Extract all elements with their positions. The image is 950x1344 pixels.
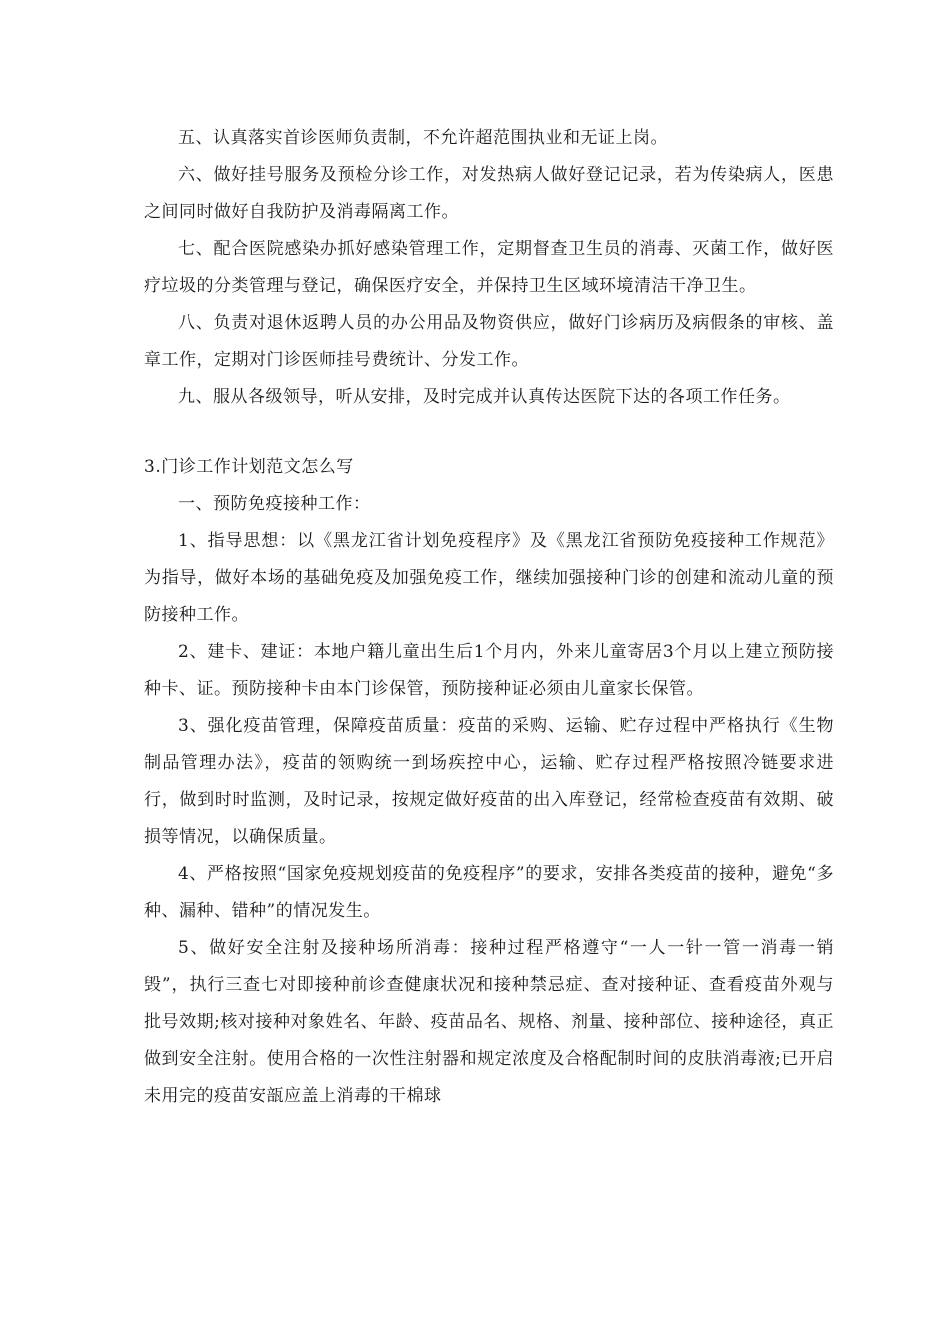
paragraph-safe-injection: 5、做好安全注射及接种场所消毒：接种过程严格遵守“一人一针一管一消毒一销毁”，执行三查七对即接种前诊查健康状况和接种禁忌症、查对接种证、查看疫苗外观与批号效期;核对接种对象姓名、年龄、疫苗品名、规格、剂量、接种部位、接种途径，真正做到安全注射。使用合格的一次性注射器和规定浓度及合格配制时间的皮肤消毒液;已开启未用完的疫苗安瓿应盖上消毒的干棉球 (144, 938, 834, 1106)
section-heading: 3.门诊工作计划范文怎么写 (144, 457, 354, 477)
section-spacer (144, 416, 834, 449)
document-body (144, 120, 834, 1115)
paragraph-item-8: 八、负责对退休返聘人员的办公用品及物资供应，做好门诊病历及病假条的审核、盖章工作，定期对门诊医师挂号费统计、分发工作。 (144, 313, 834, 370)
paragraph-guiding-thought: 1、指导思想：以《黑龙江省计划免疫程序》及《黑龙江省预防免疫接种工作规范》为指导，做好本场的基础免疫及加强免疫工作，继续加强接种门诊的创建和流动儿童的预防接种工作。 (144, 531, 834, 625)
paragraph-item-5: 五、认真落实首诊医师负责制，不允许超范围执业和无证上岗。 (178, 128, 668, 148)
paragraph-vaccine-management: 3、强化疫苗管理，保障疫苗质量：疫苗的采购、运输、贮存过程中严格执行《生物制品管理办法》，疫苗的领购统一到场疾控中心，运输、贮存过程严格按照冷链要求进行，做到时时监测，及时记录，按规定做好疫苗的出入库登记，经常检查疫苗有效期、破损等情况，以确保质量。 (144, 716, 834, 847)
paragraph-immunization-title: 一、预防免疫接种工作： (178, 494, 371, 514)
paragraph-item-7: 七、配合医院感染办抓好感染管理工作，定期督查卫生员的消毒、灭菌工作，做好医疗垃圾的分类管理与登记，确保医疗安全，并保持卫生区域环境清洁干净卫生。 (144, 239, 834, 296)
paragraph-item-6: 六、做好挂号服务及预检分诊工作，对发热病人做好登记记录，若为传染病人，医患之间同时做好自我防护及消毒隔离工作。 (144, 165, 834, 222)
paragraph-immunization-schedule: 4、严格按照“国家免疫规划疫苗的免疫程序”的要求，安排各类疫苗的接种，避免“多种、漏种、错种”的情况发生。 (144, 864, 834, 921)
paragraph-item-9: 九、服从各级领导，听从安排，及时完成并认真传达医院下达的各项工作任务。 (178, 387, 791, 407)
paragraph-card-certificate: 2、建卡、建证：本地户籍儿童出生后1个月内，外来儿童寄居3个月以上建立预防接种卡、证。预防接种卡由本门诊保管，预防接种证必须由儿童家长保管。 (144, 642, 834, 699)
